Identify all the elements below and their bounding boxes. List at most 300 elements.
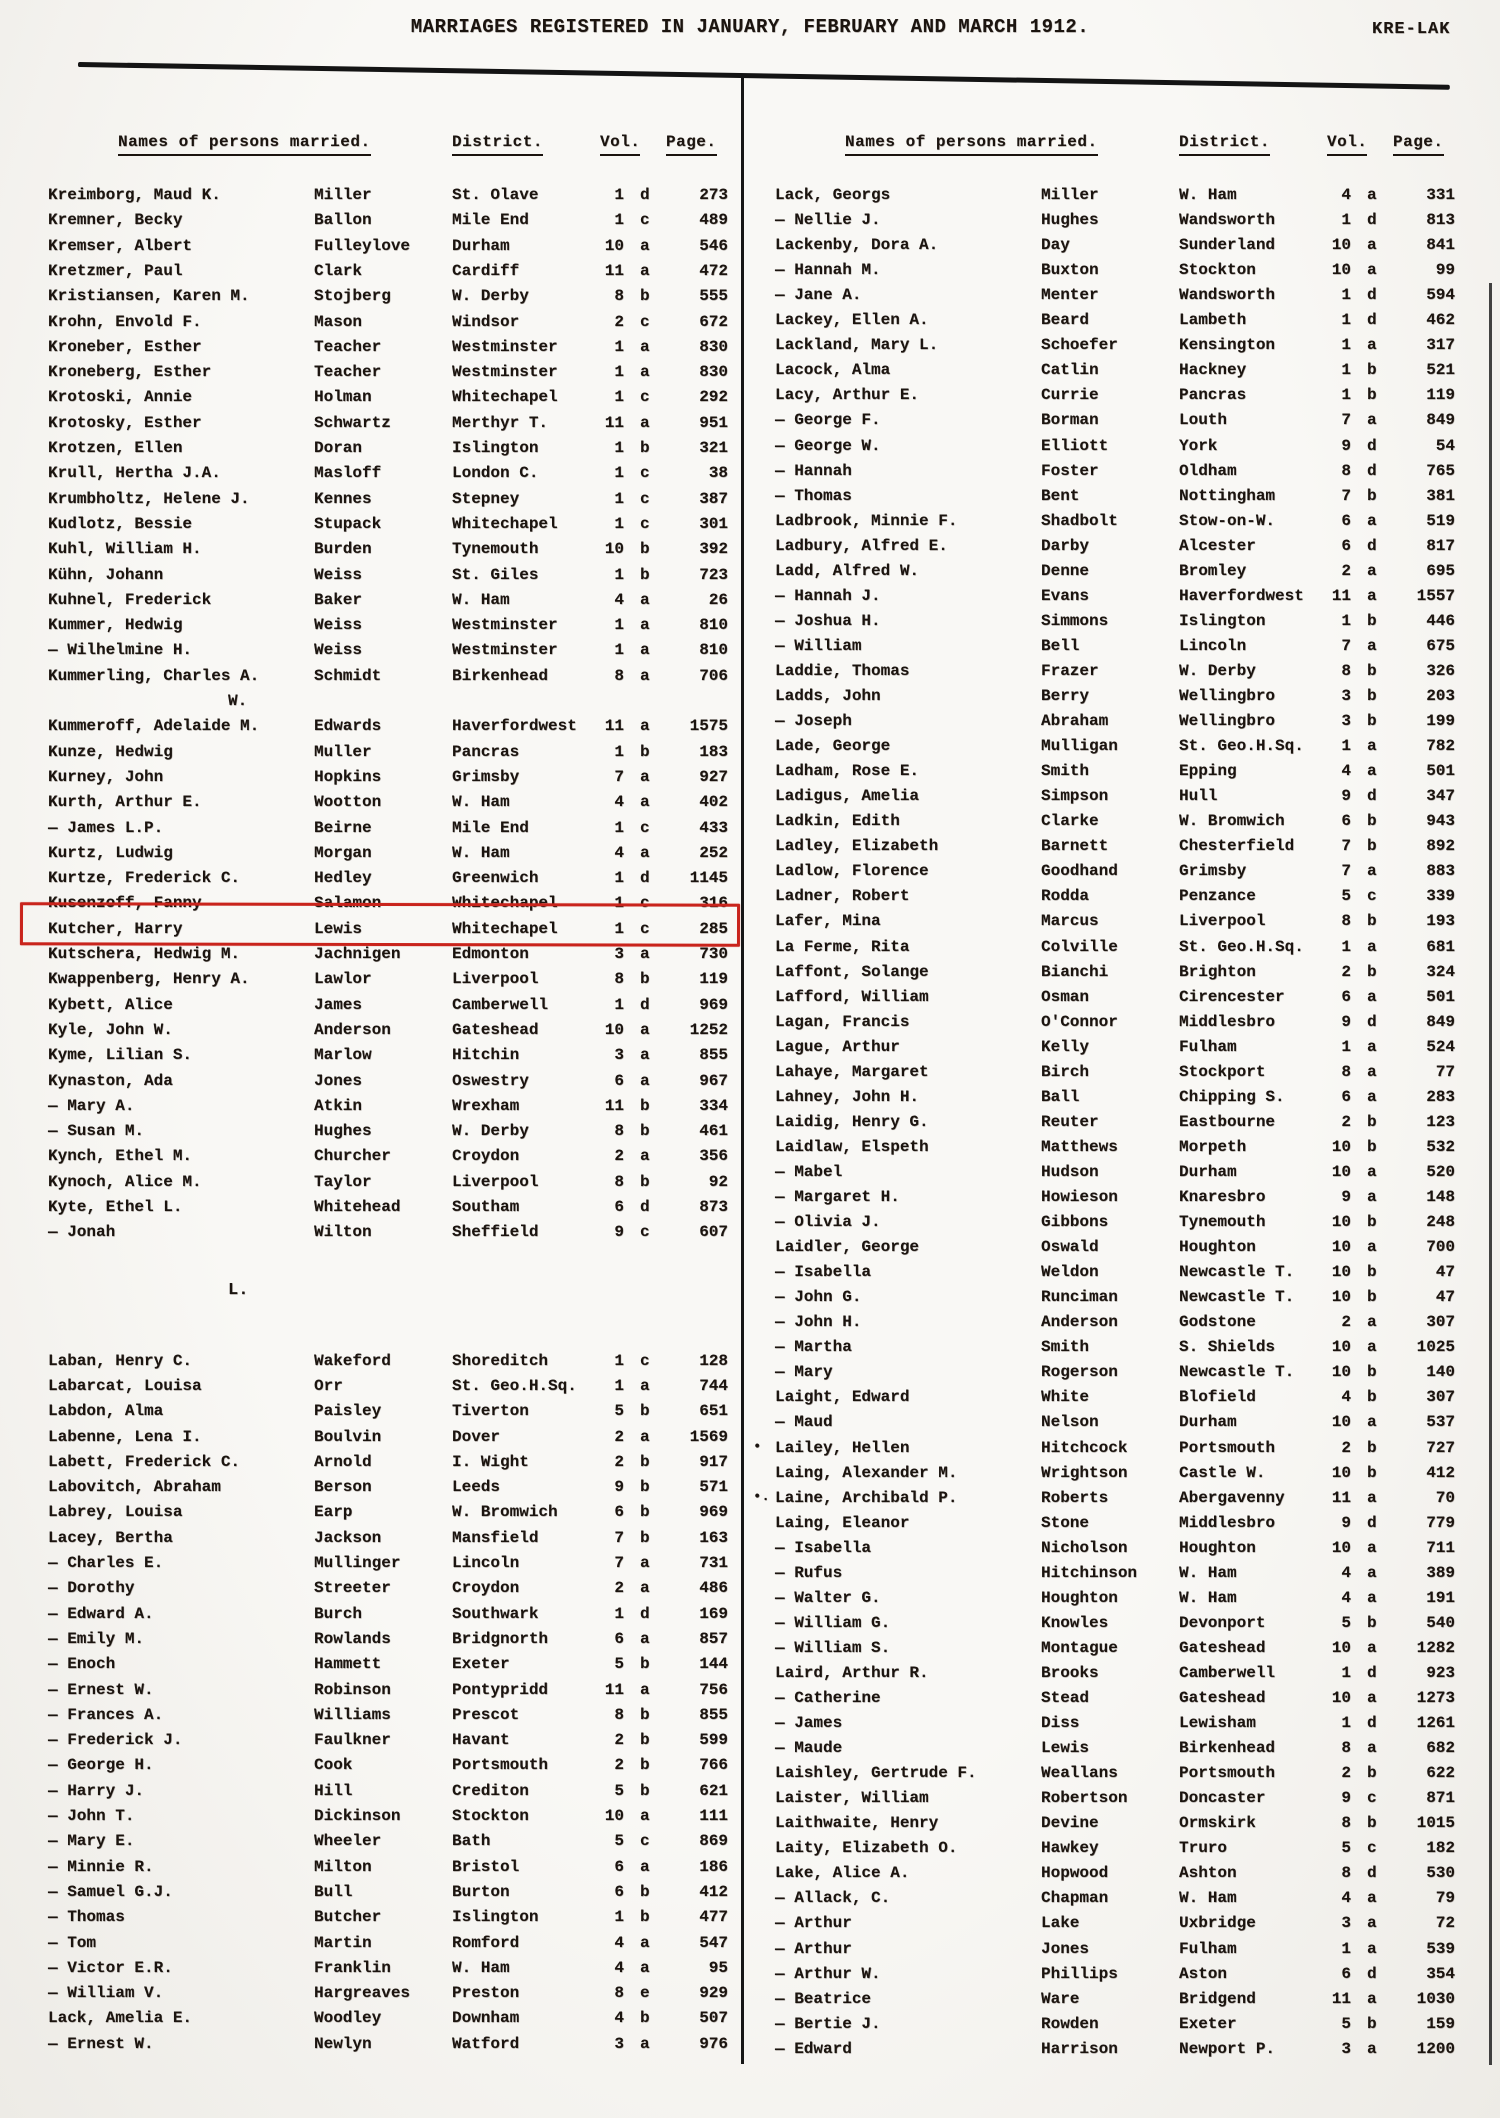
table-row — [48, 1122, 738, 1148]
spouse-cell: Milton — [314, 1857, 372, 1876]
vol-cell: 1 — [614, 818, 624, 837]
page-cell: 392 — [699, 540, 728, 559]
page-cell: 159 — [1426, 2014, 1455, 2033]
spouse-cell: Orr — [314, 1376, 343, 1395]
vol-letter-cell: a — [1367, 1313, 1377, 1332]
page-cell: 47 — [1435, 1288, 1455, 1307]
spouse-cell: Rowlands — [314, 1629, 391, 1648]
table-row — [775, 1639, 1465, 1665]
district-cell: Camberwell — [1179, 1663, 1276, 1682]
vol-cell: 7 — [1341, 862, 1351, 881]
table-row — [48, 641, 738, 667]
vol-letter-cell: a — [640, 616, 650, 635]
vol-letter-cell: a — [1367, 236, 1377, 255]
spouse-cell: Weldon — [1041, 1263, 1099, 1282]
table-row — [48, 1198, 738, 1224]
vol-cell: 9 — [1341, 1012, 1351, 1031]
spouse-cell: Abraham — [1041, 712, 1109, 731]
spouse-cell: Wootton — [314, 793, 382, 812]
page-cell: 779 — [1426, 1513, 1455, 1532]
vol-cell: 6 — [1341, 536, 1351, 555]
vol-letter-cell: b — [1367, 1263, 1377, 1282]
name-cell: Kristiansen, Karen M. — [48, 287, 250, 306]
page-cell: 283 — [1426, 1087, 1455, 1106]
name-cell: Lade, George — [775, 737, 891, 756]
page-cell: 967 — [699, 1071, 728, 1090]
vol-letter-cell: d — [1367, 1513, 1377, 1532]
page-cell: 1145 — [689, 869, 728, 888]
spouse-cell: Faulkner — [314, 1731, 391, 1750]
district-cell: Bridgend — [1179, 1989, 1256, 2008]
name-cell: — John T. — [48, 1807, 135, 1825]
page-cell: 292 — [699, 388, 728, 407]
name-cell: Kunze, Hedwig — [48, 742, 173, 761]
table-row — [775, 837, 1465, 863]
district-cell: Blofield — [1179, 1388, 1256, 1407]
name-cell: — George W. — [775, 436, 881, 455]
vol-cell: 1 — [1341, 386, 1351, 405]
vol-letter-cell: a — [1367, 737, 1377, 756]
vol-cell: 4 — [614, 793, 624, 812]
vol-cell: 10 — [604, 1807, 624, 1825]
spouse-cell: Smith — [1041, 762, 1090, 781]
vol-cell: 7 — [1341, 837, 1351, 856]
vol-letter-cell: b — [640, 1452, 650, 1471]
district-cell: Godstone — [1179, 1313, 1256, 1332]
page-cell: 951 — [699, 413, 728, 432]
name-cell: — Beatrice — [775, 1989, 872, 2008]
table-row — [48, 388, 738, 414]
vol-cell: 6 — [1341, 511, 1351, 530]
vol-cell: 3 — [1341, 712, 1351, 731]
vol-letter-cell: d — [1367, 1964, 1377, 1983]
page-cell: 446 — [1426, 611, 1455, 630]
table-row — [48, 996, 738, 1022]
name-cell: Krumbholtz, Helene J. — [48, 489, 250, 508]
vol-cell: 10 — [1331, 1363, 1351, 1382]
spouse-cell: Reuter — [1041, 1112, 1099, 1131]
vol-cell: 8 — [614, 287, 624, 306]
page-cell: 555 — [699, 287, 728, 306]
page-cell: 472 — [699, 261, 728, 280]
vol-letter-cell: a — [1367, 1338, 1377, 1357]
page-cell: 507 — [699, 2009, 728, 2028]
vol-letter-cell: a — [640, 666, 650, 685]
vol-letter-cell: a — [640, 1579, 650, 1598]
vol-cell: 8 — [614, 1172, 624, 1191]
page-cell: 169 — [699, 1604, 728, 1623]
table-row — [48, 1858, 738, 1884]
district-cell: W. Ham — [452, 590, 510, 609]
district-cell: Whitechapel — [452, 514, 558, 533]
district-cell: Chesterfield — [1179, 837, 1295, 856]
vol-letter-cell: b — [1367, 1814, 1377, 1833]
district-cell: Oswestry — [452, 1071, 529, 1090]
table-row — [775, 411, 1465, 437]
vol-letter-cell: b — [640, 540, 650, 559]
vol-letter-cell: a — [1367, 862, 1377, 881]
name-cell: Kudlotz, Bessie — [48, 514, 193, 533]
table-row — [775, 1188, 1465, 1214]
district-cell: Wellingbro — [1179, 687, 1276, 705]
name-cell: — Hannah — [775, 461, 852, 480]
vol-cell: 1 — [614, 514, 624, 533]
district-cell: Exeter — [1179, 2014, 1237, 2033]
page-cell: 524 — [1426, 1037, 1455, 1056]
vol-cell: 7 — [614, 1528, 624, 1547]
vol-cell: 3 — [1341, 1914, 1351, 1933]
vol-cell: 9 — [1341, 1789, 1351, 1808]
page-cell: 1261 — [1416, 1714, 1455, 1733]
vol-cell: 5 — [614, 1832, 624, 1851]
spouse-cell: Day — [1041, 236, 1070, 255]
name-cell: — Frederick J. — [48, 1731, 183, 1750]
vol-letter-cell: d — [1367, 1012, 1377, 1031]
name-cell: Labarcat, Louisa — [48, 1376, 202, 1395]
vol-letter-cell: b — [1367, 1388, 1377, 1407]
district-cell: Mansfield — [452, 1528, 539, 1547]
table-row — [48, 1453, 738, 1479]
district-cell: Portsmouth — [1179, 1764, 1276, 1783]
table-row — [775, 1138, 1465, 1164]
page-cell: 727 — [1426, 1438, 1455, 1457]
table-row — [775, 687, 1465, 713]
name-cell: Lackland, Mary L. — [775, 336, 939, 355]
district-cell: Fulham — [1179, 1939, 1237, 1958]
district-cell: Wrexham — [452, 1096, 520, 1115]
table-row — [775, 1714, 1465, 1740]
spouse-cell: Lawlor — [314, 970, 372, 989]
vol-cell: 1 — [614, 1376, 624, 1395]
vol-letter-cell: b — [1367, 1213, 1377, 1232]
page-cell: 682 — [1426, 1739, 1455, 1758]
vol-letter-cell: b — [1367, 486, 1377, 505]
vol-cell: 1 — [614, 464, 624, 483]
vol-cell: 11 — [604, 261, 624, 280]
vol-letter-cell: a — [640, 1857, 650, 1876]
table-row — [775, 1764, 1465, 1790]
vol-cell: 3 — [614, 2034, 624, 2053]
page-cell: 477 — [699, 1908, 728, 1927]
spouse-cell: Baker — [314, 590, 363, 609]
page-cell: 849 — [1426, 411, 1455, 430]
vol-letter-cell: a — [1367, 1588, 1377, 1607]
table-row — [48, 540, 738, 566]
page-cell: 539 — [1426, 1939, 1455, 1958]
spouse-cell: Muller — [314, 742, 372, 761]
name-cell: — Allack, C. — [775, 1889, 891, 1908]
spouse-cell: Montague — [1041, 1638, 1118, 1657]
vol-cell: 2 — [614, 1452, 624, 1471]
table-row — [775, 1940, 1465, 1966]
district-cell: Westminster — [452, 337, 558, 356]
vol-cell: 1 — [614, 742, 624, 761]
vol-cell: 10 — [1331, 1463, 1351, 1482]
page-cell: 99 — [1435, 261, 1455, 280]
district-cell: Leeds — [452, 1478, 501, 1497]
district-cell: Lambeth — [1179, 311, 1247, 330]
district-cell: Croydon — [452, 1579, 520, 1598]
page-cell: 501 — [1426, 987, 1455, 1006]
page-cell: 412 — [699, 1882, 728, 1901]
vol-letter-cell: b — [1367, 712, 1377, 731]
name-cell: — James L.P. — [48, 818, 164, 837]
name-cell: Laird, Arthur R. — [775, 1663, 929, 1682]
vol-letter-cell: a — [1367, 511, 1377, 530]
table-row — [48, 1908, 738, 1934]
district-cell: Pancras — [452, 742, 520, 761]
table-row — [48, 1959, 738, 1985]
vol-letter-cell: b — [1367, 1463, 1377, 1482]
district-cell: Greenwich — [452, 869, 539, 888]
spouse-cell: Wakeford — [314, 1351, 391, 1370]
page-cell: 1557 — [1416, 586, 1455, 605]
name-cell: Lailey, Hellen — [775, 1438, 910, 1457]
spouse-cell: Hill — [314, 1781, 353, 1800]
name-cell: — Catherine — [775, 1689, 881, 1707]
name-cell: Lake, Alice A. — [775, 1864, 910, 1883]
page-cell: 830 — [699, 363, 728, 382]
name-cell: — Edward A. — [48, 1604, 154, 1623]
district-cell: Prescot — [452, 1705, 520, 1724]
page-cell: 929 — [699, 1984, 728, 2003]
spouse-cell: Bull — [314, 1882, 353, 1901]
district-cell: Stockton — [452, 1807, 529, 1825]
district-cell: Ashton — [1179, 1864, 1237, 1883]
spouse-cell: Clarke — [1041, 812, 1099, 831]
district-cell: Islington — [1179, 611, 1266, 630]
page-cell: 387 — [699, 489, 728, 508]
district-cell: Gateshead — [1179, 1689, 1266, 1707]
vol-letter-cell: a — [1367, 987, 1377, 1006]
vol-cell: 7 — [1341, 636, 1351, 655]
district-cell: Sheffield — [452, 1223, 539, 1242]
vol-cell: 11 — [1331, 1488, 1351, 1507]
name-cell: Kyme, Lilian S. — [48, 1046, 193, 1065]
page-cell: 744 — [699, 1376, 728, 1395]
spouse-cell: Dickinson — [314, 1807, 401, 1825]
page-cell: 317 — [1426, 336, 1455, 355]
vol-cell: 10 — [1331, 1162, 1351, 1181]
table-row — [48, 1554, 738, 1580]
vol-letter-cell: a — [640, 1046, 650, 1065]
vol-letter-cell: b — [1367, 1613, 1377, 1632]
column-header-vol: Vol. — [600, 133, 640, 156]
district-cell: Abergavenny — [1179, 1488, 1285, 1507]
page-cell: 711 — [1426, 1538, 1455, 1557]
district-cell: Wandsworth — [1179, 286, 1276, 305]
vol-letter-cell: c — [640, 211, 650, 230]
district-cell: Sunderland — [1179, 236, 1276, 255]
table-row — [775, 637, 1465, 663]
vol-letter-cell: a — [1367, 1238, 1377, 1257]
district-cell: Cirencester — [1179, 987, 1285, 1006]
spouse-cell: Howieson — [1041, 1188, 1118, 1206]
name-cell: Kutschera, Hedwig M. — [48, 945, 241, 963]
table-row — [48, 2035, 738, 2061]
district-cell: Windsor — [452, 312, 520, 331]
row-mark: • — [753, 1438, 762, 1455]
district-cell: W. Derby — [1179, 661, 1256, 680]
district-cell: W. Ham — [1179, 1588, 1237, 1607]
district-cell: Camberwell — [452, 995, 549, 1014]
table-row — [48, 1352, 738, 1378]
table-row — [775, 1564, 1465, 1590]
name-cell: — Frances A. — [48, 1705, 164, 1724]
page-cell: 354 — [1426, 1964, 1455, 1983]
district-cell: Mile End — [452, 211, 529, 230]
spouse-cell: Doran — [314, 439, 363, 457]
name-cell: Ladkin, Edith — [775, 812, 900, 831]
district-cell: St. Giles — [452, 565, 539, 584]
spouse-cell: Kennes — [314, 489, 372, 508]
spouse-cell: Simmons — [1041, 611, 1109, 630]
table-row — [48, 768, 738, 794]
vol-cell: 1 — [1341, 211, 1351, 230]
name-cell: — Enoch — [48, 1655, 116, 1674]
table-row — [775, 887, 1465, 913]
table-row — [48, 1478, 738, 1504]
vol-letter-cell: b — [640, 1528, 650, 1547]
table-row — [48, 1832, 738, 1858]
vol-letter-cell: c — [640, 489, 650, 508]
vol-cell: 6 — [1341, 987, 1351, 1006]
district-cell: Dover — [452, 1427, 501, 1446]
vol-letter-cell: d — [1367, 536, 1377, 555]
name-cell: — Ernest W. — [48, 2034, 154, 2053]
name-cell: Lacock, Alma — [775, 361, 891, 380]
district-cell: Louth — [1179, 411, 1228, 430]
table-row — [48, 313, 738, 339]
district-cell: Tynemouth — [452, 540, 539, 559]
page-cell: 923 — [1426, 1663, 1455, 1682]
page-title: MARRIAGES REGISTERED IN JANUARY, FEBRUARY AND MARCH 1912. — [410, 16, 1090, 38]
name-cell: — Isabella — [775, 1263, 872, 1282]
name-cell: Kusenzoff, Fanny — [48, 894, 202, 913]
district-cell: Durham — [1179, 1162, 1237, 1181]
district-cell: Westminster — [452, 363, 558, 382]
spouse-cell: Cook — [314, 1756, 353, 1775]
name-cell: — Charles E. — [48, 1554, 164, 1572]
vol-letter-cell: a — [640, 590, 650, 609]
spouse-cell: Ware — [1041, 1989, 1080, 2008]
vol-cell: 6 — [614, 1882, 624, 1901]
name-cell: — Edward — [775, 2039, 852, 2058]
vol-letter-cell: b — [640, 1402, 650, 1421]
district-cell: Alcester — [1179, 536, 1256, 555]
vol-cell: 8 — [614, 1705, 624, 1724]
district-cell: Westminster — [452, 641, 558, 660]
table-row — [775, 211, 1465, 237]
spouse-cell: Streeter — [314, 1579, 391, 1598]
name-cell: — Tom — [48, 1933, 97, 1952]
spouse-cell: Ballon — [314, 211, 372, 230]
vol-letter-cell: a — [640, 1958, 650, 1977]
page-cell: 599 — [699, 1731, 728, 1750]
district-cell: Lincoln — [452, 1554, 520, 1572]
spouse-cell: Mason — [314, 312, 363, 331]
table-row — [48, 1706, 738, 1732]
vol-cell: 1 — [1341, 737, 1351, 756]
table-row — [775, 2040, 1465, 2066]
district-cell: Newport P. — [1179, 2039, 1276, 2058]
name-cell: Kummerling, Charles A. — [48, 666, 260, 685]
name-cell: — Arthur — [775, 1914, 852, 1933]
table-row — [48, 363, 738, 389]
table-row — [775, 1864, 1465, 1890]
vol-letter-cell: a — [1367, 1538, 1377, 1557]
vol-letter-cell: a — [1367, 1889, 1377, 1908]
spouse-cell: Marcus — [1041, 912, 1099, 931]
name-cell: Lague, Arthur — [775, 1037, 900, 1056]
table-row — [775, 787, 1465, 813]
district-cell: Edmonton — [452, 945, 529, 963]
vol-cell: 1 — [1341, 1663, 1351, 1682]
name-cell: Lacey, Bertha — [48, 1528, 173, 1547]
table-row — [775, 612, 1465, 638]
spouse-cell: Woodley — [314, 2009, 382, 2028]
vol-cell: 1 — [614, 869, 624, 888]
page-cell: 433 — [699, 818, 728, 837]
spouse-cell: Nelson — [1041, 1413, 1099, 1432]
vol-cell: 1 — [1341, 611, 1351, 630]
name-cell: Kremner, Becky — [48, 211, 183, 230]
vol-letter-cell: a — [1367, 2039, 1377, 2058]
table-row — [48, 1377, 738, 1403]
column-header-vol: Vol. — [1327, 133, 1367, 156]
vol-cell: 7 — [614, 767, 624, 786]
vol-letter-cell: b — [640, 1756, 650, 1775]
name-cell: — Wilhelmine H. — [48, 641, 193, 660]
page-range-label: KRE-LAK — [1372, 20, 1451, 39]
vol-letter-cell: c — [640, 894, 650, 913]
spouse-cell: Butcher — [314, 1908, 382, 1927]
page-cell: 1200 — [1416, 2039, 1455, 2058]
name-cell: Laban, Henry C. — [48, 1351, 193, 1370]
name-cell: Kuhnel, Frederick — [48, 590, 212, 609]
district-cell: Lewisham — [1179, 1714, 1256, 1733]
page-cell: 119 — [1426, 386, 1455, 405]
table-row — [775, 587, 1465, 613]
vol-letter-cell: a — [640, 1807, 650, 1825]
spouse-cell: Borman — [1041, 411, 1099, 430]
name-cell: Labdon, Alma — [48, 1402, 164, 1421]
vol-letter-cell: a — [1367, 1739, 1377, 1758]
district-cell: Islington — [452, 439, 539, 457]
table-row — [775, 1990, 1465, 2016]
district-cell: Kensington — [1179, 336, 1276, 355]
vol-letter-cell: d — [1367, 787, 1377, 806]
table-row — [48, 970, 738, 996]
vol-letter-cell: a — [640, 1020, 650, 1039]
vol-letter-cell: a — [640, 793, 650, 812]
table-row — [48, 515, 738, 541]
spouse-cell: Stead — [1041, 1689, 1090, 1707]
vol-cell: 4 — [1341, 762, 1351, 781]
vol-cell: 1 — [614, 995, 624, 1014]
district-cell: Portsmouth — [452, 1756, 549, 1775]
spouse-cell: Shadbolt — [1041, 511, 1118, 530]
page-cell: 79 — [1435, 1889, 1455, 1908]
district-cell: Tiverton — [452, 1402, 529, 1421]
vol-cell: 9 — [614, 1223, 624, 1242]
district-cell: Watford — [452, 2034, 520, 2053]
table-row — [48, 616, 738, 642]
district-cell: Merthyr T. — [452, 413, 549, 432]
spouse-cell: Gibbons — [1041, 1213, 1109, 1232]
table-row — [48, 1173, 738, 1199]
vol-letter-cell: c — [1367, 1789, 1377, 1808]
